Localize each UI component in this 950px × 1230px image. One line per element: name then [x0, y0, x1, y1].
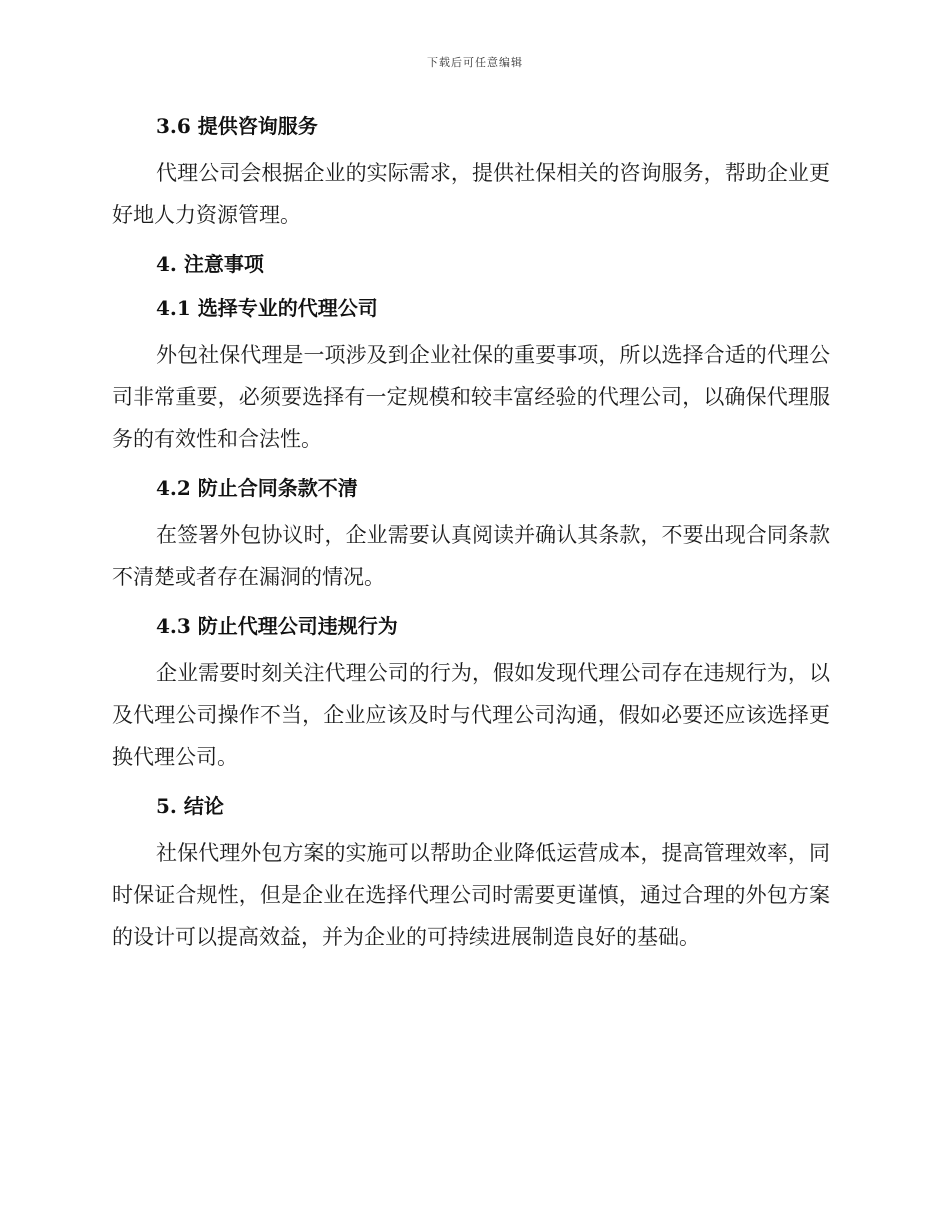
section-heading-4-2: 4.2 防止合同条款不清: [156, 476, 358, 500]
document-body: [112, 110, 830, 958]
section-heading-4-1: 4.1 选择专业的代理公司: [156, 296, 378, 320]
paragraph-consulting-service: 代理公司会根据企业的实际需求，提供社保相关的咨询服务，帮助企业更好地人力资源管理。: [112, 161, 830, 227]
paragraph-conclusion: 社保代理外包方案的实施可以帮助企业降低运营成本，提高管理效率，同时保证合规性，但是企业在选择代理公司时需要更谨慎，通过合理的外包方案的设计可以提高效益，并为企业的可持续进展制造良好的基础。: [112, 841, 830, 949]
section-heading-3-6: 3.6 提供咨询服务: [156, 114, 318, 138]
paragraph-choose-agency: 外包社保代理是一项涉及到企业社保的重要事项，所以选择合适的代理公司非常重要，必须要选择有一定规模和较丰富经验的代理公司，以确保代理服务的有效性和合法性。: [112, 343, 830, 451]
section-heading-4-3: 4.3 防止代理公司违规行为: [156, 614, 398, 638]
paragraph-contract-terms: 在签署外包协议时，企业需要认真阅读并确认其条款，不要出现合同条款不清楚或者存在漏洞的情况。: [112, 523, 830, 589]
page-header: 下载后可任意编辑: [427, 56, 523, 69]
section-heading-5: 5. 结论: [156, 794, 224, 818]
paragraph-agency-violations: 企业需要时刻关注代理公司的行为，假如发现代理公司存在违规行为，以及代理公司操作不当，企业应该及时与代理公司沟通，假如必要还应该选择更换代理公司。: [112, 661, 830, 769]
section-heading-4: 4. 注意事项: [156, 252, 264, 276]
